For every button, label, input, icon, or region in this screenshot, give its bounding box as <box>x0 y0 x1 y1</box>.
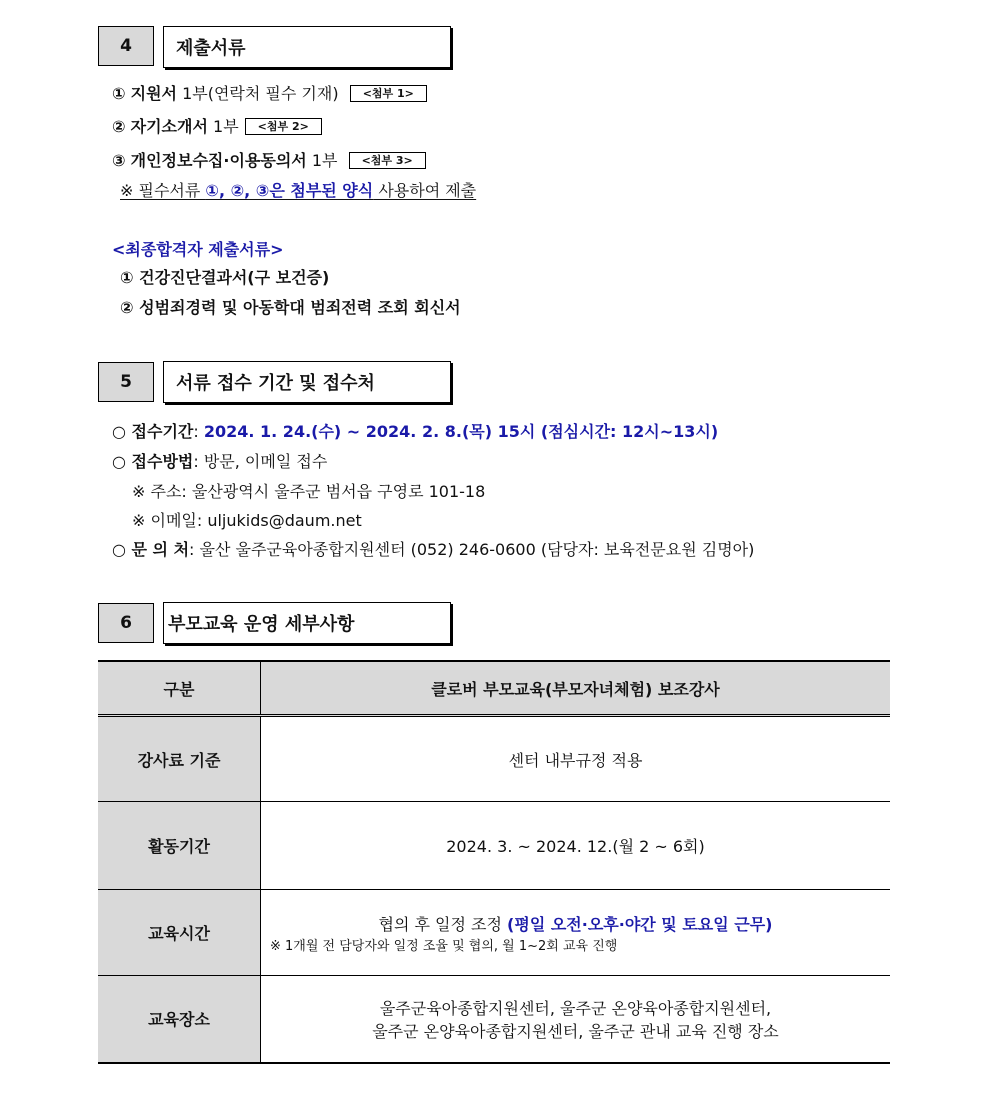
required-docs-note <box>120 181 476 201</box>
doc-item-2 <box>112 117 322 137</box>
note-prefix: ※ 필수서류 <box>120 181 206 200</box>
attachment-tag: <첨부 2> <box>245 118 322 135</box>
schedule-note: ※ 1개월 전 담당자와 일정 조율 및 협의, 월 1~2회 교육 진행 <box>270 938 618 954</box>
doc-item-1 <box>112 84 427 104</box>
item-name: 지원서 <box>130 84 178 103</box>
attachment-tag: <첨부 1> <box>350 85 427 102</box>
table-row <box>98 890 890 976</box>
note-highlight: ①, ②, ③은 첨부된 양식 <box>205 181 374 200</box>
period-line: ○ 접수기간: 2024. 1. 24.(수) ~ 2024. 2. 8.(목) 15시 (점심시간: 12시~13시) <box>112 422 719 441</box>
doc-item-3 <box>112 151 426 171</box>
row-value: 2024. 3. ~ 2024. 12.(월 2 ~ 6회) <box>261 802 891 890</box>
row-label: 교육시간 <box>98 890 261 976</box>
section-number: 4 <box>98 26 154 66</box>
item-marker: ② <box>112 117 126 136</box>
attachment-tag: <첨부 3> <box>349 152 426 169</box>
table-row <box>98 716 890 802</box>
location-line-2: 울주군 온양육아종합지원센터, 울주군 관내 교육 진행 장소 <box>372 1021 779 1041</box>
method-label: ○ 접수방법 <box>112 452 194 471</box>
table-header-row <box>98 661 890 716</box>
item-name: 개인정보수집·이용동의서 <box>130 151 307 170</box>
header-role: 클로버 부모교육(부모자녀체험) 보조강사 <box>261 661 891 716</box>
item-desc: 1부 <box>207 117 239 136</box>
item-marker: ① <box>112 84 126 103</box>
schedule-highlight: (평일 오전·오후·야간 및 토요일 근무) <box>507 914 773 934</box>
table-row <box>98 802 890 890</box>
method-line <box>112 452 327 472</box>
row-value <box>261 976 891 1063</box>
final-doc-item-2: ② 성범죄경력 및 아동학대 범죄전력 조회 회신서 <box>120 298 461 317</box>
period-label: ○ 접수기간 <box>112 422 194 441</box>
row-label: 교육장소 <box>98 976 261 1063</box>
section-title: 부모교육 운영 세부사항 <box>163 602 451 644</box>
header-category: 구분 <box>98 661 261 716</box>
item-desc: 1부 <box>306 151 338 170</box>
method-value: : 방문, 이메일 접수 <box>193 452 328 471</box>
contact-value: : 울산 울주군육아종합지원센터 (052) 246-0600 (담당자: 보육전문요원 김명아) <box>189 540 755 559</box>
item-marker: ③ <box>112 151 126 170</box>
item-name: 자기소개서 <box>130 117 208 136</box>
row-label: 강사료 기준 <box>98 716 261 802</box>
address-line: ※ 주소: 울산광역시 울주군 범서읍 구영로 101-18 <box>132 482 486 501</box>
location-line-1: 울주군육아종합지원센터, 울주군 온양육아종합지원센터, <box>379 998 772 1018</box>
section-number: 5 <box>98 362 154 402</box>
row-value <box>261 890 891 976</box>
contact-line <box>112 540 754 560</box>
section-title: 제출서류 <box>163 26 451 68</box>
contact-label: ○ 문 의 처 <box>112 540 190 559</box>
row-value: 센터 내부규정 적용 <box>261 716 891 802</box>
table-row <box>98 976 890 1063</box>
final-doc-item-1: ① 건강진단결과서(구 보건증) <box>120 268 330 287</box>
schedule-text: 협의 후 일정 조정 <box>378 914 508 934</box>
row-label: 활동기간 <box>98 802 261 890</box>
details-table <box>98 660 890 1064</box>
note-suffix: 사용하여 제출 <box>373 181 477 200</box>
section-title: 서류 접수 기간 및 접수처 <box>163 361 451 403</box>
section-number: 6 <box>98 603 154 643</box>
period-value: 2024. 1. 24.(수) ~ 2024. 2. 8.(목) 15시 (점심시간: 12시~13시) <box>203 422 719 441</box>
email-line: ※ 이메일: uljukids@daum.net <box>132 511 362 530</box>
final-docs-title: <최종합격자 제출서류> <box>112 240 284 259</box>
item-desc: 1부(연락처 필수 기재) <box>177 84 339 103</box>
